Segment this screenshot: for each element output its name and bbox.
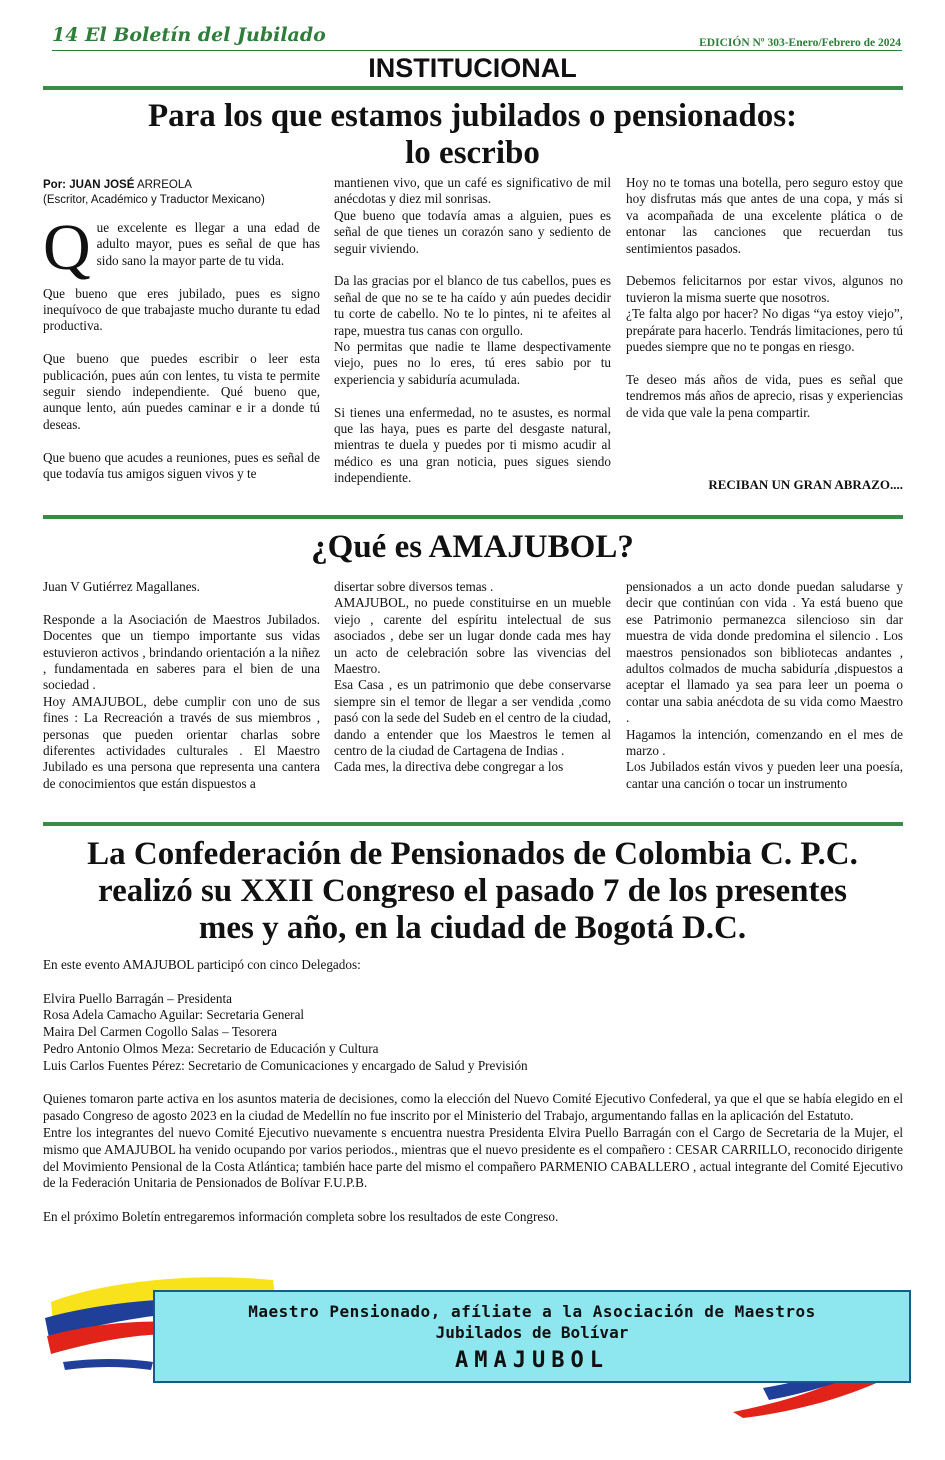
article2-author: Juan V Gutiérrez Magallanes. — [43, 579, 200, 594]
article2-column-1 — [43, 579, 320, 792]
article-divider-1 — [43, 515, 903, 519]
article1-c3p2: Debemos felicitarnos por estar vivos, algunos no tuvieron la misma suerte que nosotros. — [626, 273, 903, 305]
article2-c3p1: pensionados a un acto donde puedan saludarse y decir que continúan con vida . Ya está bueno que ese Patrimonio permanezca silencioso sin dar muestra de vida donde predomina el silencio . Los maestros pensionados son bibliotecas andantes , adultos colmados de mucha sabiduría ,dispuestos a aceptar el llamado ya sea para leer un poema o contar una sabia anécdota de su vida como Maestro . — [626, 579, 903, 726]
header-divider — [52, 50, 902, 51]
article1-p4: Que bueno que acudes a reuniones, pues es señal de que todavía tus amigos siguen vivos y te — [43, 449, 320, 482]
article1-title-line1: Para los que estamos jubilados o pensionados: — [147, 98, 798, 134]
article1-c3p4: Te deseo más años de vida, pues es señal que tendremos más años de aprecio, risas y experiencias de vida que vale la pena compartir. — [626, 371, 903, 420]
page-header-title: 14 El Boletín del Jubilado — [52, 24, 326, 46]
section-title: INSTITUCIONAL — [368, 53, 577, 83]
article2-c2p4: Cada mes, la directiva debe congregar a los — [334, 759, 564, 775]
article1-c2p4: No permitas que nadie te llame despectivamente viejo, pues no lo eres, tú eres sabio por tu experiencia y sabiduría acumulada. — [334, 339, 611, 387]
article3-title — [0, 836, 945, 947]
article1-c2p3: Da las gracias por el blanco de tus cabellos, pues es señal de que no se te ha caído y aún puedes decidir tu corte de cabello. No te lo pintes, ni te afeites al rape, muestra tus canas con orgullo. — [334, 273, 611, 338]
article1-p3: Que bueno que puedes escribir o leer esta publicación, pues aún con lentes, tu vista te permite seguir siendo independiente. Qué bueno que, aunque lento, aún puedes caminar e ir a donde tú deseas. — [43, 351, 320, 432]
article3-intro: En este evento AMAJUBOL participó con cinco Delegados: — [43, 957, 361, 972]
article1-p1: ue excelente es llegar a una edad de adulto mayor, pues es señal de que has sido sano la mayor parte de tu vida. — [96, 220, 320, 268]
article3-title-line1: La Confederación de Pensionados de Colombia C. P.C. — [87, 836, 858, 872]
article1-column-2 — [334, 175, 611, 487]
article1-c3p1: Hoy no te tomas una botella, pero seguro estoy que hoy disfrutas más que antes de una copa, y más si va acompañada de una excelente plática o de entonar las canciones que recuerdan tus sentimientos pasados. — [626, 175, 903, 256]
article1-c2p2: Que bueno que todavía amas a alguien, pues es señal de que tienes un corazón sano y sediento de seguir viviendo. — [334, 207, 611, 256]
byline-role: (Escritor, Académico y Traductor Mexicano) — [43, 194, 265, 206]
article1-p2: Que bueno que eres jubilado, pues es signo inequívoco de que trabajaste mucho durante tu edad productiva. — [43, 285, 320, 334]
article1-c2p1: mantienen vivo, que un café es significativo de mil anécdotas y diez mil sonrisas. — [334, 175, 611, 207]
article1-c3p3: ¿Te falta algo por hacer? No digas “ya estoy viejo”, prepárate para hacerlo. Tendrás limitaciones, pero tú puedes siempre que no te pongas en riesgo. — [626, 306, 903, 355]
banner-box — [153, 1290, 911, 1383]
delegate-item: Elvira Puello Barragán – Presidenta — [43, 990, 232, 1006]
article2-c1p2: Hoy AMAJUBOL, debe cumplir con uno de sus fines : La Recreación a través de sus miembros , personas que pueden orientar charlas sobre diferentes actividades culturales . El Maestro Jubilado es una persona que representa una cantera de conocimientos que están dispuestos a — [43, 693, 320, 791]
article2-c2p3: Esa Casa , es un patrimonio que debe conservarse siempre sin el temor de llegar a ser vendida ,como pasó con la sede del Sudeb en el centro de la ciudad, dando a entender que los Maestros le temen al centro de la ciudad de Cartagena de Indias . — [334, 677, 611, 759]
byline-prefix: Por: JUAN JOSÉ — [43, 179, 135, 191]
article1-column-1 — [43, 178, 320, 482]
article1-column-3 — [626, 175, 903, 437]
byline-name: ARREOLA — [134, 179, 192, 191]
article2-c1p1: Responde a la Asociación de Maestros Jubilados. Docentes que un tiempo importante sus vidas estuvieron activos , brindando orientación a la niñez , fundamentada en saberes para el bien de una sociedad . — [43, 611, 320, 693]
article2-column-2 — [334, 579, 611, 776]
article1-closing: RECIBAN UN GRAN ABRAZO.... — [708, 477, 903, 492]
article2-column-3 — [626, 579, 903, 792]
article2-c3p2: Hagamos la intención, comenzando en el mes de marzo . — [626, 726, 903, 759]
article3-title-line3: mes y año, en la ciudad de Bogotá D.C. — [198, 910, 747, 946]
banner-line2: Jubilados de Bolívar — [435, 1323, 629, 1342]
article-divider-2 — [43, 822, 903, 826]
delegate-item: Maira Del Carmen Cogollo Salas – Tesorera — [43, 1024, 277, 1040]
byline — [43, 178, 320, 193]
delegate-item: Pedro Antonio Olmos Meza: Secretario de Educación y Cultura — [43, 1040, 379, 1056]
article3-p3: En el próximo Boletín entregaremos información completa sobre los resultados de este Congreso. — [43, 1208, 559, 1224]
article2-c2p1: disertar sobre diversos temas . — [334, 579, 494, 594]
dropcap: Q — [43, 211, 91, 284]
article3-p1: Quienes tomaron parte activa en los asuntos materia de decisiones, como la elección del Nuevo Comité Ejecutivo Confederal, ya que el que se había elegido en el pasado Congreso de agosto 2023 en la ciudad de Medellín no fue inscrito por el Ministerio del Trabajo, argumentando fallas en la aplicación del Estatuto. — [43, 1091, 903, 1124]
article1-title — [0, 98, 945, 172]
banner-line1: Maestro Pensionado, afíliate a la Asociación de Maestros — [248, 1302, 816, 1321]
article2-c3p3: Los Jubilados están vivos y pueden leer una poesía, cantar una canción o tocar un instrumento — [626, 759, 903, 791]
article2-title: ¿Qué es AMAJUBOL? — [311, 529, 634, 565]
article1-c2p5: Si tienes una enfermedad, no te asustes, es normal que las haya, pues es parte del desgaste natural, mientras te duela y puedes por ti mismo acudir al médico es una gran noticia, pues sigues siendo independiente. — [334, 404, 611, 486]
delegate-item: Luis Carlos Fuentes Pérez: Secretario de Comunicaciones y encargado de Salud y Previsión — [43, 1057, 528, 1073]
membership-banner — [43, 1262, 903, 1418]
article3-title-line2: realizó su XXII Congreso el pasado 7 de los presentes — [98, 873, 847, 909]
article1-title-line2: lo escribo — [405, 135, 540, 171]
delegate-item: Rosa Adela Camacho Aguilar: Secretaria General — [43, 1007, 305, 1023]
banner-brand: AMAJUBOL — [455, 1348, 609, 1373]
article3-body — [43, 957, 903, 1226]
article3-p2: Entre los integrantes del nuevo Comité Ejecutivo nuevamente s encuentra nuestra Presidenta Elvira Puello Barragán con el Cargo de Secretaria de la Mujer, el mismo que AMAJUBOL ha venido ocupando por varios periodos., mientras que el nuevo presidente es el compañero : CESAR CARRILLO, reconocido dirigente del Movimiento Pensional de la Costa Atlántica; también hace parte del mismo el compañero PARMENIO CABALLERO , actual integrante del Comité Ejecutivo de la Federación Unitaria de Pensionados de Bolívar F.U.P.B. — [43, 1124, 903, 1191]
section-divider — [43, 86, 903, 90]
edition-label: EDICIÓN Nº 303-Enero/Febrero de 2024 — [699, 37, 901, 49]
article2-c2p2: AMAJUBOL, no puede constituirse en un mueble viejo , carente del espíritu intelectual de sus asociados , debe ser un lugar donde cada mes hay un acto de celebración sobre las vivencias del Maestro. — [334, 595, 611, 677]
